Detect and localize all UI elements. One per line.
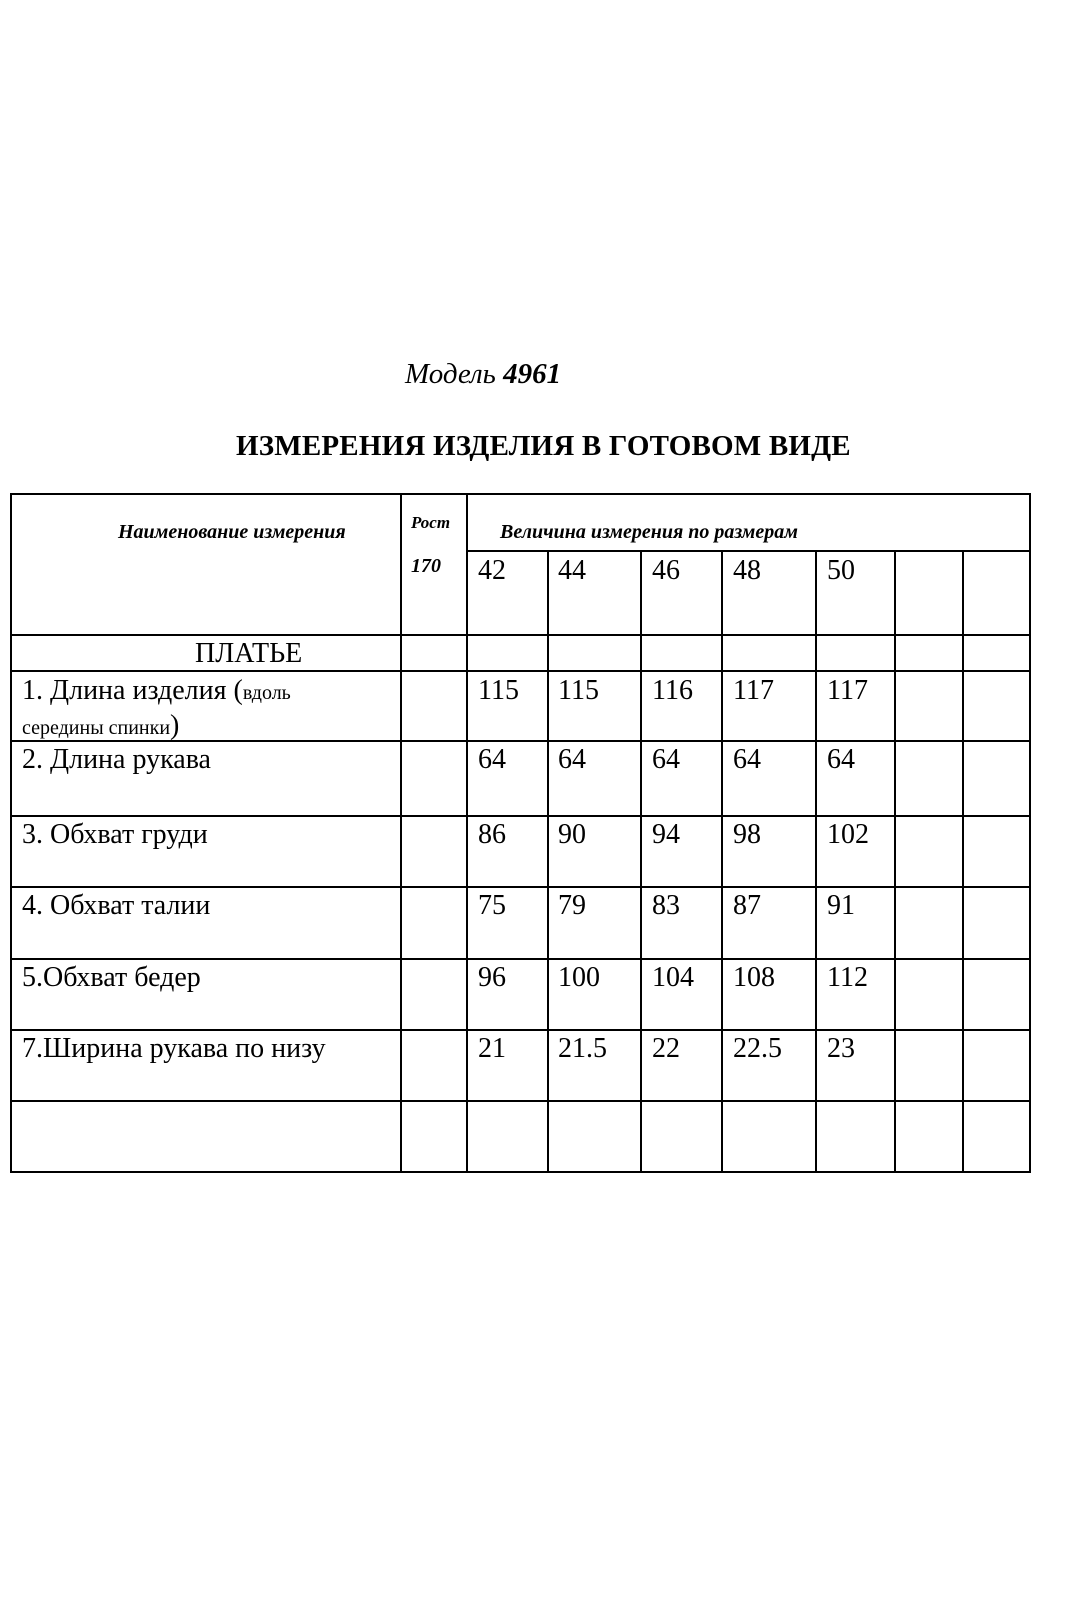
table-col-rule [640, 550, 642, 1172]
table-border-top [10, 493, 1031, 495]
table-cell: 116 [652, 675, 693, 706]
table-rule [10, 958, 1031, 960]
table-cell: 115 [558, 675, 599, 706]
table-cell: 21 [478, 1033, 506, 1064]
size-header-48: 48 [733, 555, 761, 586]
table-cell: 96 [478, 962, 506, 993]
table-cell: 100 [558, 962, 600, 993]
table-cell: 64 [733, 744, 761, 775]
table-cell: 87 [733, 890, 761, 921]
table-col-rule [815, 550, 817, 1172]
row-name: 5.Обхват бедер [22, 962, 201, 993]
model-number: 4961 [503, 358, 562, 390]
table-border-right [1029, 493, 1031, 1172]
table-rule [10, 634, 1031, 636]
table-cell: 112 [827, 962, 868, 993]
table-col-rule [962, 550, 964, 1172]
table-cell: 117 [733, 675, 774, 706]
row-name-note-2: середины спинки [22, 717, 171, 739]
table-cell: 104 [652, 962, 694, 993]
table-rule-sizes [466, 550, 1031, 552]
model-word: Модель [405, 358, 496, 390]
size-header-50: 50 [827, 555, 855, 586]
table-col-rule [721, 550, 723, 1172]
size-header-46: 46 [652, 555, 680, 586]
table-cell: 94 [652, 819, 680, 850]
table-cell: 90 [558, 819, 586, 850]
table-cell: 91 [827, 890, 855, 921]
header-sizes: Величина измерения по размерам [500, 521, 798, 543]
document-title: ИЗМЕРЕНИЯ ИЗДЕЛИЯ В ГОТОВОМ ВИДЕ [236, 430, 851, 462]
table-col-rule [400, 493, 402, 1172]
table-cell: 64 [827, 744, 855, 775]
section-title: ПЛАТЬЕ [195, 638, 303, 669]
table-cell: 98 [733, 819, 761, 850]
row-name-text: 1. Длина изделия ( [22, 675, 243, 706]
table-cell: 86 [478, 819, 506, 850]
table-border-bottom [10, 1171, 1031, 1173]
table-cell: 64 [652, 744, 680, 775]
table-cell: 115 [478, 675, 519, 706]
table-cell: 22.5 [733, 1033, 782, 1064]
size-header-42: 42 [478, 555, 506, 586]
size-header-44: 44 [558, 555, 586, 586]
table-cell: 23 [827, 1033, 855, 1064]
row-name-note: вдоль [242, 682, 291, 704]
table-col-rule [547, 550, 549, 1172]
row-name [22, 677, 291, 705]
table-cell: 22 [652, 1033, 680, 1064]
table-rule [10, 670, 1031, 672]
table-rule [10, 886, 1031, 888]
table-cell: 75 [478, 890, 506, 921]
table-rule [10, 1100, 1031, 1102]
header-height-label: Рост [411, 513, 451, 532]
table-cell: 64 [558, 744, 586, 775]
model-label [405, 358, 561, 391]
table-col-rule [466, 493, 468, 1172]
table-cell: 83 [652, 890, 680, 921]
table-rule [10, 1029, 1031, 1031]
table-border-left [10, 493, 12, 1172]
table-col-rule [894, 550, 896, 1172]
table-cell: 21.5 [558, 1033, 607, 1064]
table-cell: 102 [827, 819, 869, 850]
row-name: 7.Ширина рукава по низу [22, 1033, 326, 1064]
table-rule [10, 740, 1031, 742]
table-rule [10, 815, 1031, 817]
table-cell: 64 [478, 744, 506, 775]
row-name-close: ) [170, 710, 180, 741]
table-cell: 117 [827, 675, 868, 706]
row-name-continued [22, 712, 179, 740]
row-name: 3. Обхват груди [22, 819, 208, 850]
header-measurement-name: Наименование измерения [118, 521, 346, 543]
header-height-value: 170 [411, 555, 441, 577]
table-cell: 79 [558, 890, 586, 921]
row-name: 4. Обхват талии [22, 890, 211, 921]
table-cell: 108 [733, 962, 775, 993]
row-name: 2. Длина рукава [22, 744, 211, 775]
